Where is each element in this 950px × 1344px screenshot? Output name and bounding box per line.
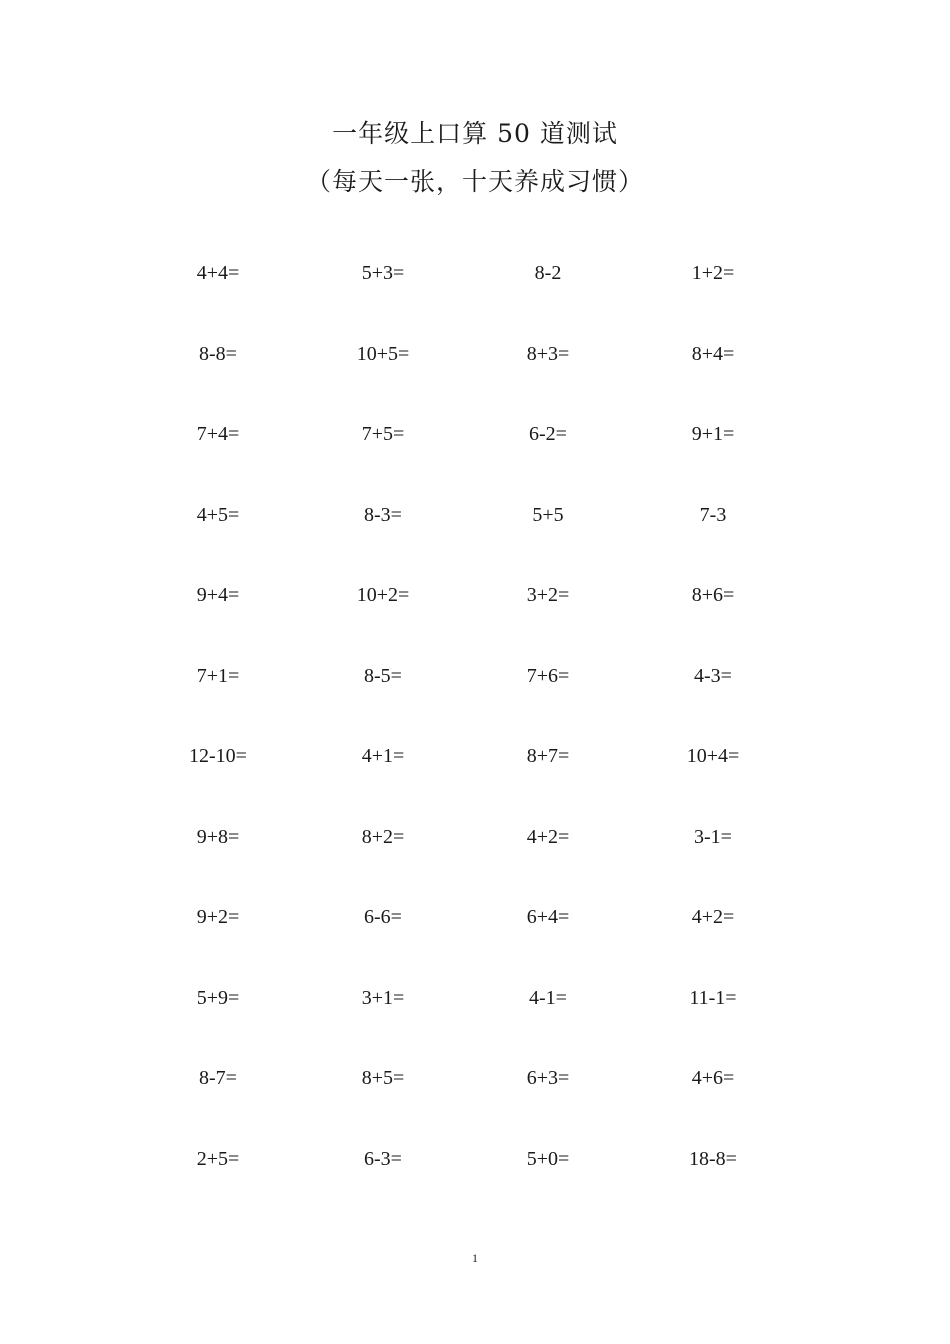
problem-cell: 5+3= [361,262,405,284]
problem-cell: 6-2= [529,423,567,445]
problem-cell: 8-3= [364,504,402,526]
problem-cell: 6-6= [364,906,402,928]
problem-cell: 8+7= [526,745,570,767]
problem-cell: 8+4= [691,343,735,365]
problem-cell: 4+2= [691,906,735,928]
page-title: 一年级上口算 50 道测试 [332,119,618,148]
problem-row [0,500,950,530]
problem-cell: 4+2= [526,826,570,848]
problem-row [0,339,950,369]
problem-cell: 5+9= [196,987,240,1009]
problem-row [0,580,950,610]
problem-cell: 7-3 [699,504,727,526]
problem-cell: 8-7= [199,1067,237,1089]
problem-row [0,983,950,1013]
problem-cell: 3-1= [694,826,732,848]
problem-cell: 4+5= [196,504,240,526]
problem-cell: 6+3= [526,1067,570,1089]
problem-cell: 7+4= [196,423,240,445]
problem-cell: 8+5= [361,1067,405,1089]
problem-cell: 10+4= [686,745,740,767]
problem-cell: 18-8= [689,1148,737,1170]
problem-cell: 10+2= [356,584,410,606]
problem-cell: 9+4= [196,584,240,606]
problem-cell: 10+5= [356,343,410,365]
problem-row [0,902,950,932]
problem-cell: 9+8= [196,826,240,848]
problem-row [0,258,950,288]
problem-cell: 8-2 [534,262,562,284]
problem-cell: 5+5 [532,504,564,526]
problem-cell: 2+5= [196,1148,240,1170]
problem-cell: 7+5= [361,423,405,445]
page-subtitle: （每天一张，十天养成习惯） [305,167,644,196]
problem-cell: 7+6= [526,665,570,687]
problem-row [0,822,950,852]
problem-cell: 5+0= [526,1148,570,1170]
page-number: 1 [472,1251,478,1265]
problem-cell: 4+4= [196,262,240,284]
problem-cell: 4-3= [694,665,732,687]
problem-row [0,419,950,449]
problem-cell: 9+1= [691,423,735,445]
problem-row [0,741,950,771]
problem-cell: 3+1= [361,987,405,1009]
problem-row [0,1063,950,1093]
problem-cell: 7+1= [196,665,240,687]
problem-cell: 8+2= [361,826,405,848]
problem-cell: 8-5= [364,665,402,687]
problem-cell: 8-8= [199,343,237,365]
problem-cell: 12-10= [189,745,247,767]
problem-row [0,1144,950,1174]
problem-cell: 8+3= [526,343,570,365]
problem-cell: 3+2= [526,584,570,606]
problem-cell: 8+6= [691,584,735,606]
problem-cell: 4-1= [529,987,567,1009]
problem-cell: 1+2= [691,262,735,284]
problem-row [0,661,950,691]
problem-cell: 4+6= [691,1067,735,1089]
problem-cell: 11-1= [689,987,737,1009]
problem-cell: 6+4= [526,906,570,928]
problem-cell: 4+1= [361,745,405,767]
problem-cell: 9+2= [196,906,240,928]
problem-cell: 6-3= [364,1148,402,1170]
